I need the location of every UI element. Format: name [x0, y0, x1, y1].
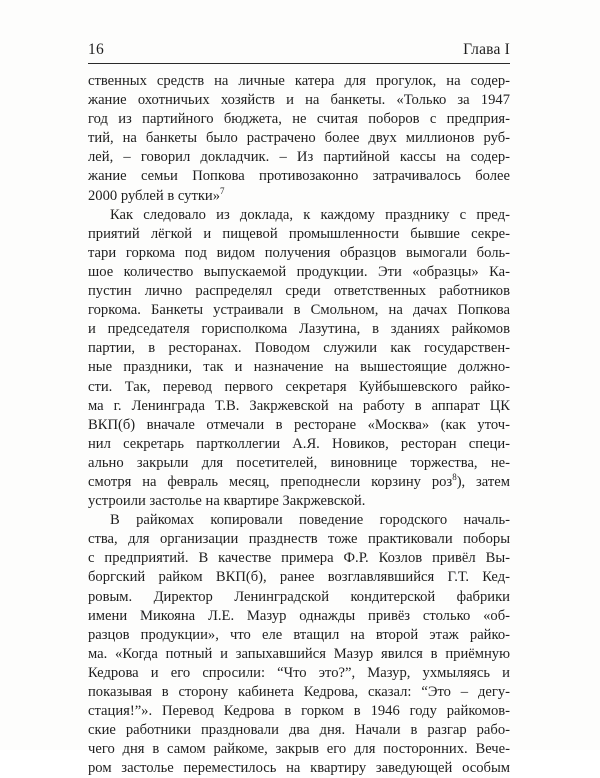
- text-line: [88, 187, 510, 206]
- text-line: В райкомах копировали поведение городского началь-: [110, 512, 510, 529]
- text-line: Кедрова и его спросили: “Что это?”, Мазур, ухмыляясь и: [88, 664, 510, 681]
- text-line: лей, – говорил докладчик. – Из партийной кассы на содер-: [88, 149, 510, 166]
- text-line: показывая в сторону кабинета Кедрова, сказал: “Это – дегу-: [88, 684, 510, 700]
- text-line: разцов продукции», что еле втащил на второй этаж райко-: [88, 626, 510, 643]
- text-line: боргский райком ВКП(б), ранее возглавлявшийся Г.Т. Кед-: [88, 569, 510, 586]
- text-line: ские работники праздновали два дня. Начали в разгар рабо-: [88, 722, 510, 739]
- text-line: чего дня в самом райкоме, закрыв его для посторонних. Вече-: [88, 741, 510, 758]
- text-line: Как следовало из доклада, к каждому празднику с пред-: [110, 206, 510, 223]
- text-line: тий, на банкеты было растрачено более двух миллионов руб-: [88, 130, 510, 147]
- body-text: [88, 72, 510, 778]
- text-line: партии, в ресторанах. Поводом служили как государствен-: [88, 340, 510, 357]
- text-line: ально закрыли для посетителей, виновнице торжества, не-: [88, 454, 510, 471]
- text-line: ма. «Когда потный и запыхавшийся Мазур явился в приёмную: [88, 645, 510, 662]
- text-line: приятий лёгкой и пищевой промышленности бывшие секре-: [88, 225, 510, 242]
- text-line: жание семьи Попкова противозаконно затрачивалось более: [88, 168, 510, 185]
- text-line: сти. Так, перевод первого секретаря Куйбышевского райко-: [88, 378, 510, 395]
- text-line: ром застолье переместилось на квартиру заведующей особым: [88, 760, 510, 777]
- text-line: [88, 473, 510, 492]
- page-number: 16: [88, 41, 104, 58]
- text-line: ВКП(б) вначале отмечали в ресторане «Москва» (как уточ-: [88, 416, 510, 433]
- text-line: и председателя горисполкома Лазутина, в зданиях райкомов: [88, 321, 510, 338]
- text-line: устроили застолье на квартире Закржевской.: [88, 493, 366, 510]
- text-line-content: 2000 рублей в сутки»: [88, 187, 221, 204]
- text-line: тари горкома под видом получения образцов вымогали боль-: [88, 244, 510, 261]
- text-line: ровым. Директор Ленинградской кондитерской фабрики: [88, 588, 510, 605]
- text-line-content: смотря на февраль месяц, преподнесли корзину роз: [88, 473, 453, 490]
- text-line: ства, для организации празднеств тоже практиковали поборы: [88, 531, 510, 548]
- header-rule: [88, 63, 510, 64]
- text-line: пустин лично распределял среди ответственных работников: [88, 283, 510, 300]
- text-line: с предприятий. В качестве примера Ф.Р. Козлов привёл Вы-: [88, 550, 510, 567]
- text-line: ные праздники, так и назначение на вышестоящие должно-: [88, 359, 510, 376]
- text-line-tail: ), затем: [456, 473, 510, 490]
- footnote-marker: 7: [220, 185, 225, 196]
- text-line: шое количество выпускаемой продукции. Эти «образцы» Ка-: [88, 263, 510, 280]
- text-line: имени Микояна Л.Е. Мазур однажды привёз столько «об-: [88, 607, 510, 624]
- chapter-title: Глава I: [463, 41, 510, 58]
- text-line: ма г. Ленинграда Т.В. Закржевской на работу в аппарат ЦК: [88, 397, 510, 414]
- text-line: ственных средств на личные катера для прогулок, на содер-: [88, 73, 510, 89]
- text-line: нил секретарь партколлегии А.Я. Новиков, ресторан специ-: [88, 435, 510, 452]
- running-header: [88, 35, 510, 59]
- footnote-marker: 8: [452, 472, 457, 483]
- text-line: горкома. Банкеты устраивали в Смольном, на дачах Попкова: [88, 302, 510, 319]
- text-line: жание охотничьих хозяйств и на банкеты. «Только за 1947: [88, 92, 510, 109]
- text-line: год из партийного бюджета, не считая поборов с предприя-: [88, 111, 510, 128]
- text-line: стация!”». Перевод Кедрова в горком в 1946 году райкомов-: [88, 703, 510, 720]
